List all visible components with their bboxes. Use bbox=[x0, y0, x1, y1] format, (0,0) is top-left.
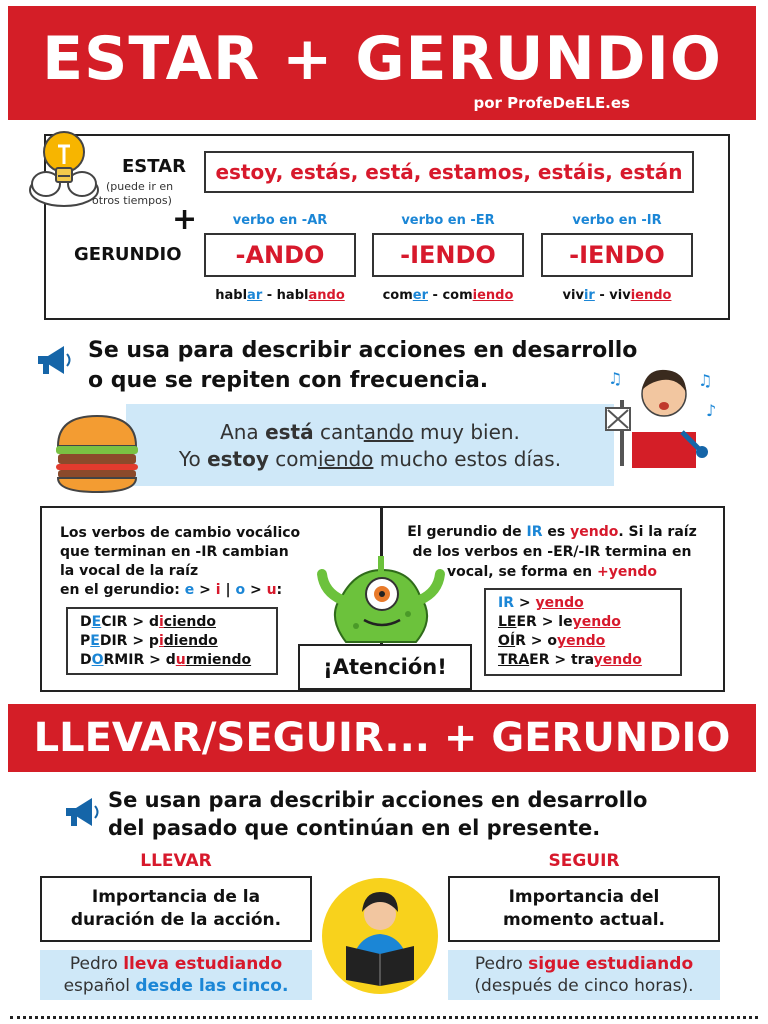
vowel-e: e bbox=[184, 582, 195, 598]
megaphone-icon bbox=[62, 794, 102, 830]
list-item bbox=[80, 613, 264, 632]
ir-verb: IR bbox=[526, 524, 543, 540]
ex-ir-gerund-ending: iendo bbox=[630, 288, 672, 303]
item-stem: IR bbox=[498, 595, 514, 611]
ir-rule-line-2: de los verbos en -ER/-IR termina en bbox=[412, 544, 692, 560]
seguir-ex-time: (después de cinco horas). bbox=[474, 976, 694, 996]
ex2-root: com bbox=[268, 447, 318, 471]
ir-text-3: . Si la raíz bbox=[618, 524, 697, 540]
item-vowel: O bbox=[91, 652, 104, 668]
title-banner bbox=[8, 6, 756, 120]
seguir-def-line-1: Importancia del bbox=[508, 887, 660, 907]
ex1-rest: muy bien. bbox=[413, 420, 520, 444]
item-mid: > bbox=[514, 595, 536, 611]
item-end: ciendo bbox=[163, 614, 216, 630]
item-mid: R > o bbox=[515, 633, 558, 649]
vowel-change-examples bbox=[66, 607, 278, 675]
item-vowel: E bbox=[91, 614, 102, 630]
llevar-ex-subject: Pedro bbox=[69, 954, 124, 974]
separator: | bbox=[220, 582, 236, 598]
item-end: rmiendo bbox=[185, 652, 252, 668]
list-item bbox=[498, 651, 668, 670]
ir-rule-line-3 bbox=[384, 562, 720, 582]
llevar-ex-object: español bbox=[63, 976, 136, 996]
example-sentence-1 bbox=[126, 420, 614, 445]
vowel-rule-line-3: la vocal de la raíz bbox=[60, 563, 199, 579]
item-mid: CIR > d bbox=[101, 614, 159, 630]
ex1-verb: está bbox=[265, 420, 314, 444]
ex-er-gerund-root: - com bbox=[428, 288, 473, 303]
list-item bbox=[80, 651, 264, 670]
llevar-ex-verb: lleva estudiando bbox=[123, 954, 283, 974]
vowel-rule-line-1: Los verbos de cambio vocálico bbox=[60, 525, 301, 541]
ex1-subject: Ana bbox=[220, 420, 266, 444]
ex-ir-root: viv bbox=[562, 288, 584, 303]
vowel-i: i bbox=[215, 582, 221, 598]
ex2-rest: mucho estos días. bbox=[373, 447, 562, 471]
estar-note-1: (puede ir en bbox=[106, 180, 174, 193]
item-vowel: E bbox=[90, 633, 100, 649]
seguir-ex-subject: Pedro bbox=[474, 954, 529, 974]
item-ending: yendo bbox=[535, 595, 584, 611]
ex-ar-root: habl bbox=[215, 288, 248, 303]
singer-illustration bbox=[598, 362, 722, 468]
ex-ar-gerund-ending: ando bbox=[308, 288, 345, 303]
section-2-title: LLEVAR/SEGUIR... + GERUNDIO bbox=[33, 715, 731, 761]
item-stem: TRA bbox=[498, 652, 530, 668]
example-ir bbox=[541, 288, 693, 303]
ex-er-gerund-ending: iendo bbox=[472, 288, 514, 303]
usage-line-2: o que se repiten con frecuencia. bbox=[88, 368, 489, 393]
item-mid: ER > tra bbox=[529, 652, 594, 668]
llevar-def-line-1: Importancia de la bbox=[91, 887, 261, 907]
credit-text: por ProfeDeELE.es bbox=[473, 94, 630, 112]
example-sentence-2 bbox=[126, 447, 614, 472]
ending-box-iendo-er bbox=[372, 233, 524, 277]
llevar-label: LLEVAR bbox=[140, 851, 212, 871]
item-end: diendo bbox=[163, 633, 218, 649]
vowel-rule-text: en el gerundio: bbox=[60, 582, 185, 598]
item-start: D bbox=[80, 614, 92, 630]
item-start: D bbox=[80, 652, 92, 668]
item-mid: DIR > p bbox=[99, 633, 159, 649]
ir-rule-line-1 bbox=[384, 522, 720, 542]
vowel-o: o bbox=[235, 582, 246, 598]
example-band bbox=[126, 404, 614, 486]
vowel-rule-line-4 bbox=[60, 581, 300, 600]
item-stem: OÍ bbox=[498, 633, 516, 649]
colon: : bbox=[276, 582, 283, 598]
vowel-change-rule bbox=[60, 524, 300, 600]
item-mid: ER > le bbox=[516, 614, 573, 630]
llevar-definition bbox=[40, 876, 312, 942]
ir-rule bbox=[384, 522, 720, 582]
svg-text:♫: ♫ bbox=[698, 371, 713, 390]
llevar-def-line-2: duración de la acción. bbox=[70, 910, 282, 930]
item-ending: yendo bbox=[557, 633, 606, 649]
arrow-2: > bbox=[245, 582, 267, 598]
vowel-u: u bbox=[266, 582, 277, 598]
item-stem: LE bbox=[498, 614, 517, 630]
item-ending: yendo bbox=[572, 614, 621, 630]
attention-box bbox=[298, 644, 472, 690]
ir-text-4: vocal, se forma en bbox=[446, 564, 598, 580]
ir-rule-examples bbox=[484, 588, 682, 676]
ir-text-1: El gerundio de bbox=[407, 524, 527, 540]
plus-sign: + bbox=[172, 202, 198, 237]
svg-text:♫: ♫ bbox=[608, 369, 623, 388]
section-2-banner bbox=[8, 704, 756, 772]
ex2-ending: iendo bbox=[317, 447, 374, 471]
list-item bbox=[498, 613, 668, 632]
ending-box-ando bbox=[204, 233, 356, 277]
estar-label: ESTAR bbox=[122, 156, 186, 177]
ex2-verb: estoy bbox=[207, 447, 269, 471]
ir-gerund: yendo bbox=[570, 524, 619, 540]
gerundio-label: GERUNDIO bbox=[74, 244, 182, 265]
seguir-definition bbox=[448, 876, 720, 942]
estar-forms-box bbox=[204, 151, 694, 193]
ex-ir-gerund-root: - viv bbox=[594, 288, 631, 303]
list-item bbox=[80, 632, 264, 651]
ending-ando: -ANDO bbox=[235, 241, 325, 269]
column-header-ar: verbo en -AR bbox=[232, 213, 328, 228]
seguir-def-line-2: momento actual. bbox=[503, 910, 665, 930]
seguir-example bbox=[448, 950, 720, 1000]
column-header-ir: verbo en -IR bbox=[572, 213, 662, 228]
seguir-label: SEGUIR bbox=[548, 851, 620, 871]
ending-box-iendo-ir bbox=[541, 233, 693, 277]
ir-yendo-ending: +yendo bbox=[597, 564, 657, 580]
bottom-divider bbox=[10, 1016, 758, 1019]
attention-label: ¡Atención! bbox=[323, 655, 447, 679]
seguir-ex-verb: sigue estudiando bbox=[528, 954, 694, 974]
ex1-root: cant bbox=[313, 420, 364, 444]
ex-ir-infinitive-ending: ir bbox=[583, 288, 595, 303]
example-er bbox=[372, 288, 524, 303]
page-title: ESTAR + GERUNDIO bbox=[42, 24, 722, 94]
ending-iendo-er: -IENDO bbox=[400, 241, 496, 269]
list-item bbox=[498, 632, 668, 651]
item-start: P bbox=[80, 633, 91, 649]
estar-forms: estoy, estás, está, estamos, estáis, están bbox=[215, 160, 683, 184]
usage-line-1: Se usa para describir acciones en desarrollo bbox=[88, 338, 638, 363]
ex2-subject: Yo bbox=[178, 447, 208, 471]
arrow-1: > bbox=[194, 582, 216, 598]
list-item bbox=[498, 594, 668, 613]
item-new-vowel: u bbox=[175, 652, 186, 668]
ex-er-infinitive-ending: er bbox=[412, 288, 428, 303]
megaphone-icon bbox=[34, 342, 74, 378]
item-mid: RMIR > d bbox=[103, 652, 176, 668]
ex1-ending: ando bbox=[363, 420, 414, 444]
llevar-ex-time: desde las cinco. bbox=[135, 976, 289, 996]
example-ar bbox=[204, 288, 356, 303]
item-new-vowel: i bbox=[158, 614, 164, 630]
column-header-er: verbo en -ER bbox=[401, 213, 495, 228]
section-2-line-1: Se usan para describir acciones en desarrollo bbox=[108, 788, 648, 812]
item-ending: yendo bbox=[593, 652, 642, 668]
student-reading-illustration bbox=[320, 876, 440, 996]
item-new-vowel: i bbox=[158, 633, 164, 649]
vowel-rule-line-2: que terminan en -IR cambian bbox=[60, 544, 289, 560]
ir-text-2: es bbox=[542, 524, 571, 540]
hamburger-icon bbox=[52, 412, 142, 496]
estar-note-2: otros tiempos) bbox=[92, 194, 172, 207]
ex-ar-infinitive-ending: ar bbox=[247, 288, 263, 303]
ending-iendo-ir: -IENDO bbox=[569, 241, 665, 269]
section-2-line-2: del pasado que continúan en el presente. bbox=[108, 816, 601, 840]
ex-ar-gerund-root: - habl bbox=[262, 288, 309, 303]
llevar-example bbox=[40, 950, 312, 1000]
ex-er-root: com bbox=[382, 288, 413, 303]
svg-text:♪: ♪ bbox=[706, 401, 717, 420]
